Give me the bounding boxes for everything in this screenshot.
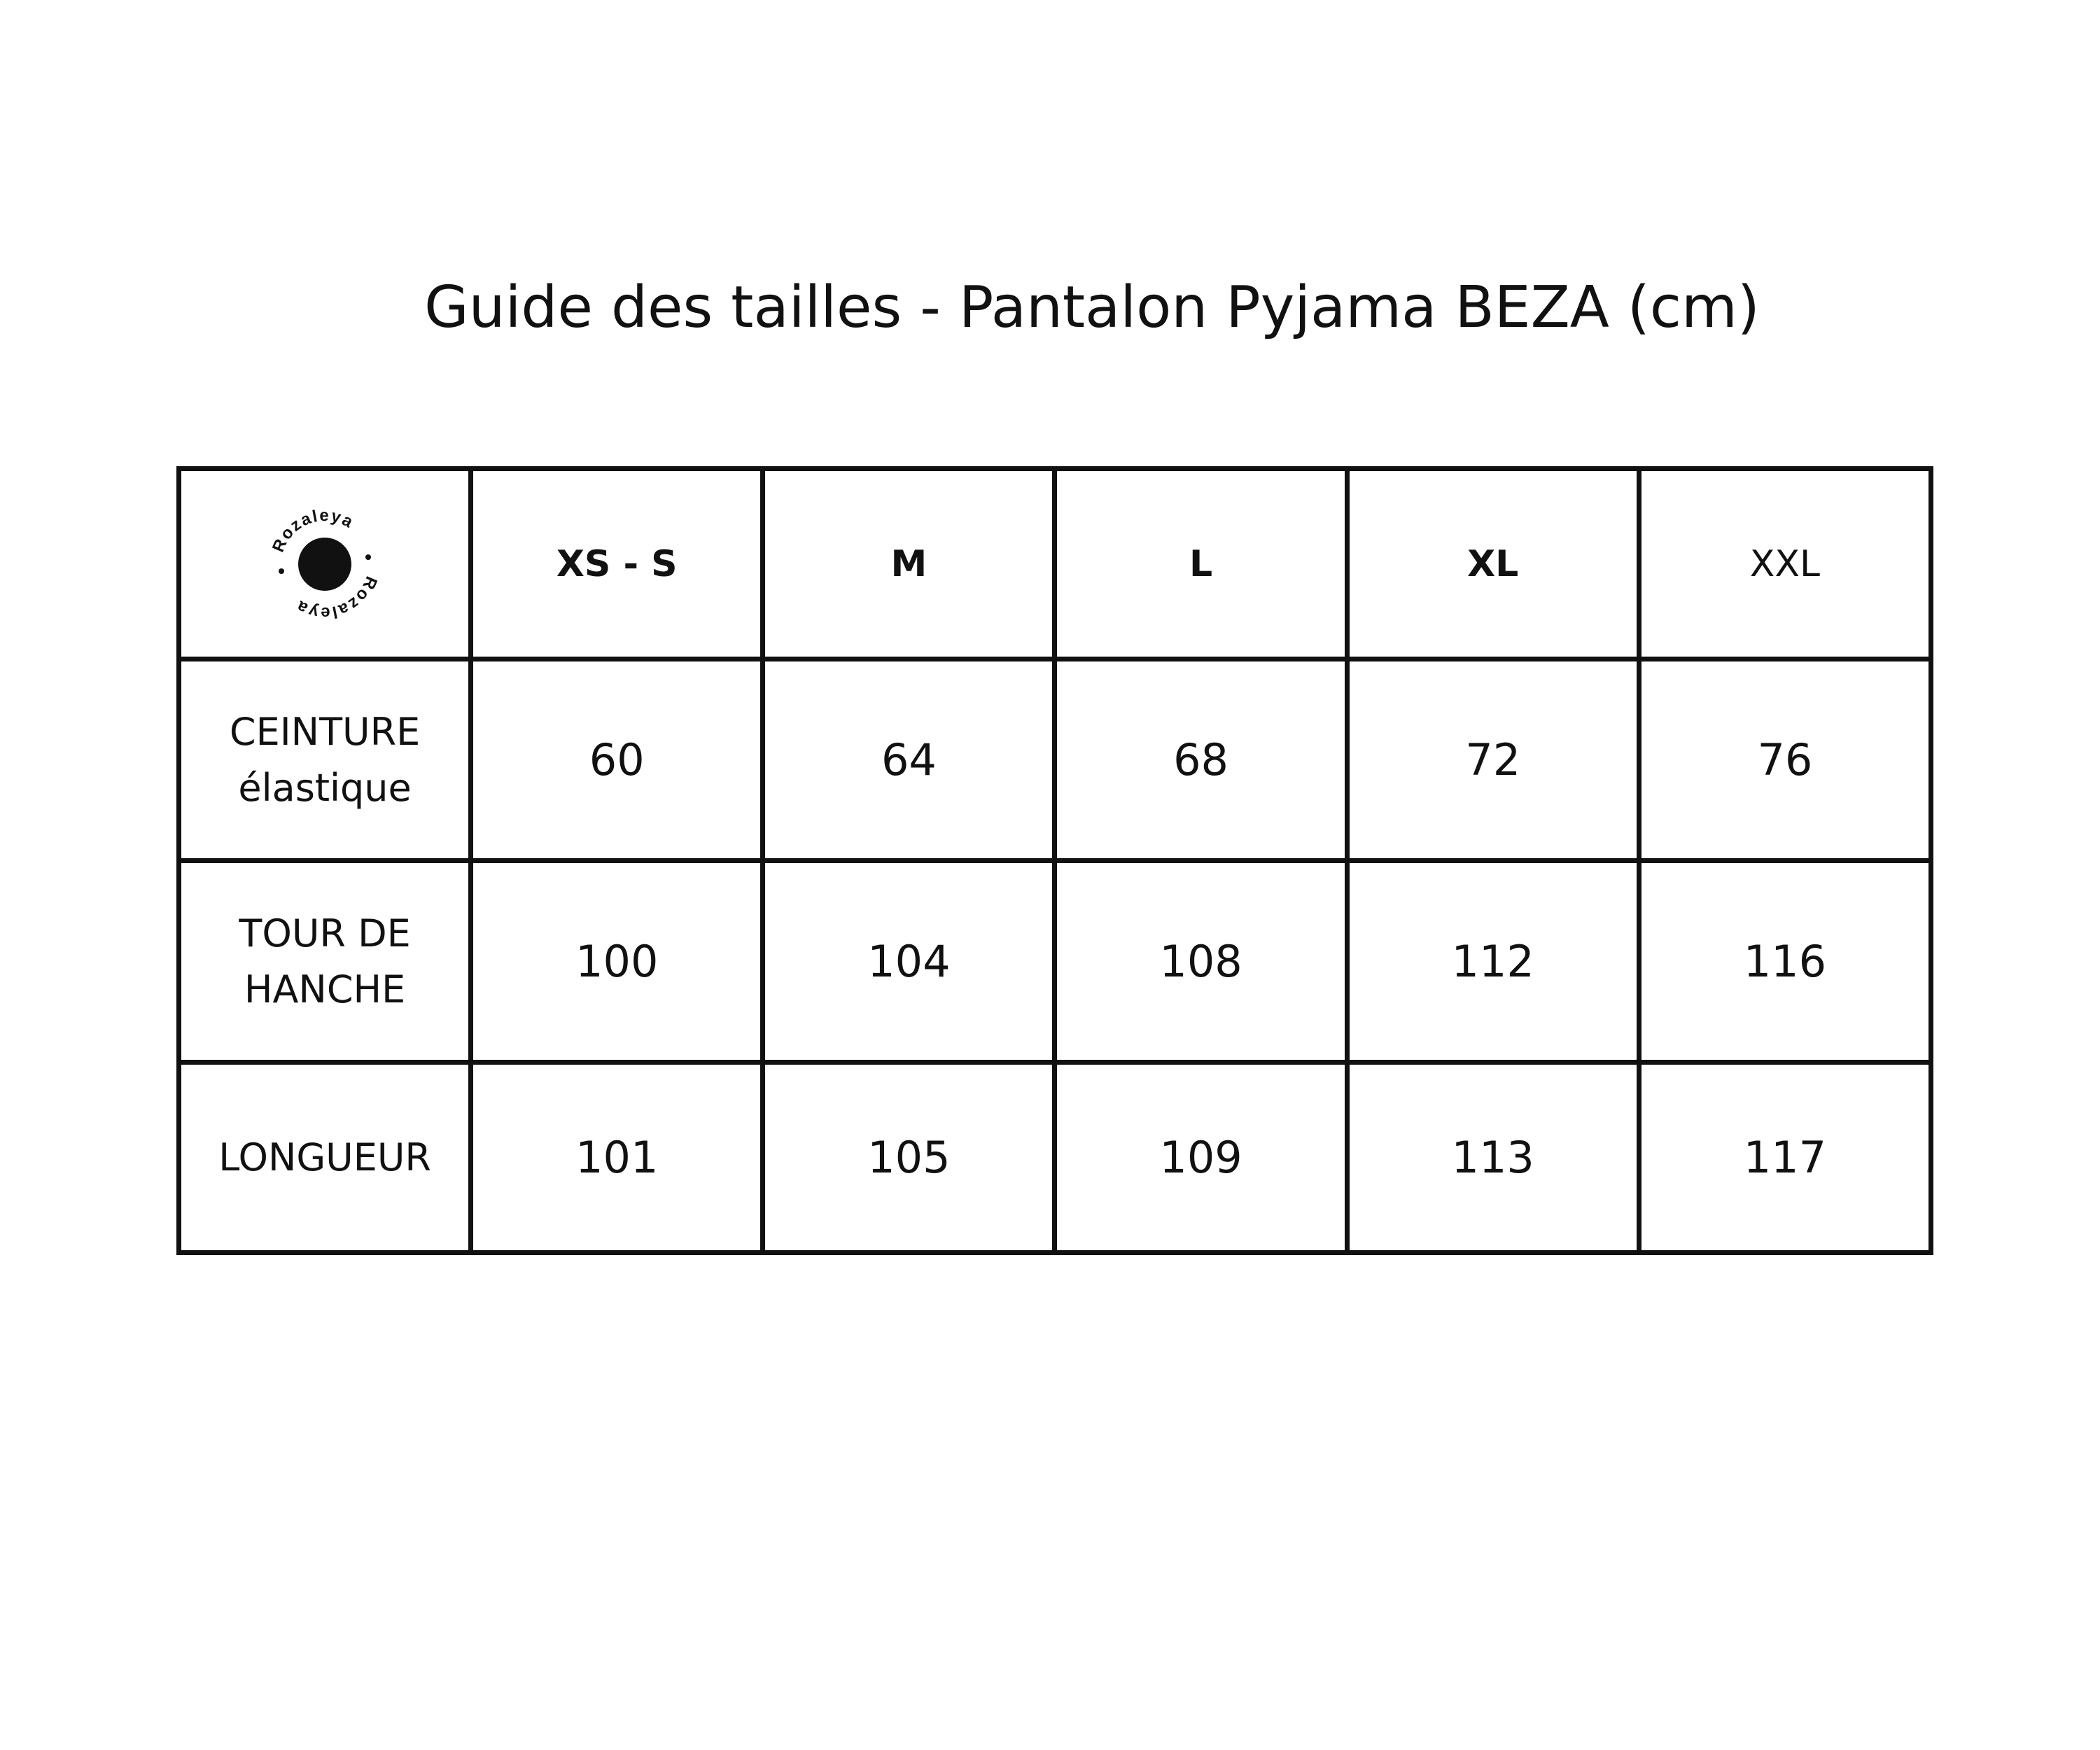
size-chart-table <box>176 466 1933 1255</box>
cell-value: 105 <box>867 1131 951 1183</box>
column-header <box>1347 469 1639 659</box>
cell-value: 109 <box>1159 1131 1242 1183</box>
row-label-line: TOUR DE <box>239 911 411 955</box>
brand-seal-icon <box>265 505 384 624</box>
table-cell <box>1639 861 1931 1063</box>
cell-value: 112 <box>1451 935 1534 987</box>
row-label <box>179 861 471 1063</box>
table-cell <box>1055 659 1347 861</box>
cell-value: 117 <box>1743 1131 1827 1183</box>
column-header <box>763 469 1055 659</box>
cell-value: 104 <box>867 935 951 987</box>
row-label <box>179 1063 471 1253</box>
table-cell <box>1055 1063 1347 1253</box>
cell-value: 101 <box>575 1131 659 1183</box>
table-cell <box>1639 1063 1931 1253</box>
cell-value: 72 <box>1465 734 1521 785</box>
table-cell <box>763 1063 1055 1253</box>
row-label-line: LONGUEUR <box>218 1135 431 1180</box>
page-title: Guide des tailles - Pantalon Pyjama BEZA (cm) <box>424 274 1760 341</box>
table-row <box>179 1063 1931 1253</box>
column-header-label: M <box>890 542 927 585</box>
table-cell <box>471 1063 763 1253</box>
column-header <box>1055 469 1347 659</box>
svg-text:Rozaleya: Rozaleya <box>292 573 382 622</box>
cell-value: 100 <box>575 935 659 987</box>
cell-value: 113 <box>1451 1131 1534 1183</box>
column-header <box>1639 469 1931 659</box>
cell-value: 76 <box>1757 734 1813 785</box>
table-cell <box>471 861 763 1063</box>
cell-value: 64 <box>881 734 937 785</box>
cell-value: 116 <box>1743 935 1827 987</box>
row-label <box>179 659 471 861</box>
table-cell <box>1347 861 1639 1063</box>
table-cell <box>763 861 1055 1063</box>
svg-text:Rozaleya: Rozaleya <box>269 505 358 555</box>
table-cell <box>763 659 1055 861</box>
column-header-label: XL <box>1467 542 1519 585</box>
cell-value: 68 <box>1173 734 1228 785</box>
column-header-label: L <box>1189 542 1213 585</box>
column-header-label: XS - S <box>556 542 678 585</box>
row-label-line: CEINTURE <box>229 709 421 754</box>
column-header <box>471 469 763 659</box>
table-cell <box>1055 861 1347 1063</box>
logo-cell <box>179 469 471 659</box>
table-cell <box>471 659 763 861</box>
table-cell <box>1639 659 1931 861</box>
cell-value: 108 <box>1159 935 1242 987</box>
row-label-line: HANCHE <box>244 967 406 1011</box>
table-cell <box>1347 659 1639 861</box>
cell-value: 60 <box>589 734 645 785</box>
table-header-row <box>179 469 1931 659</box>
row-label-line: élastique <box>238 765 412 810</box>
table-row <box>179 659 1931 861</box>
table-row <box>179 861 1931 1063</box>
column-header-label: XXL <box>1749 542 1820 585</box>
table-cell <box>1347 1063 1639 1253</box>
